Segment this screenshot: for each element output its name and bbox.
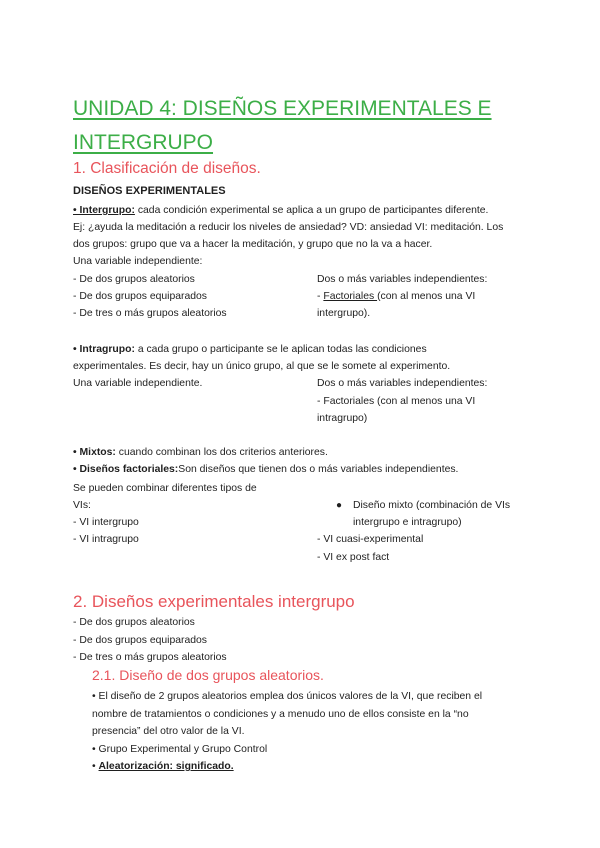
factoriales-rest: (con al menos una VI <box>377 291 476 302</box>
intergrupo-line2: Ej: ¿ayuda la meditación a reducir los niveles de ansiedad? VD: ansiedad VI: meditación. Los <box>73 222 504 233</box>
section1-heading: 1. Clasificación de diseños. <box>73 160 261 177</box>
mixtos-label: • Mixtos: <box>73 447 116 458</box>
sub-p3 <box>92 758 234 776</box>
sub-p1-line3: presencia” del otro valor de la VI. <box>92 726 245 737</box>
intergrupo-line1 <box>73 202 488 220</box>
factoriales-right-line1: Diseño mixto (combinación de VIs <box>353 500 511 511</box>
factoriales-link[interactable]: Factoriales <box>323 291 378 302</box>
intragrupo-left-header: Una variable independiente. <box>73 378 203 389</box>
list-item: - De tres o más grupos aleatorios <box>73 308 227 319</box>
bullet-icon: ● <box>336 500 343 511</box>
mixtos-line <box>73 444 328 462</box>
intergrupo-text: cada condición experimental se aplica a un grupo de participantes diferente. <box>134 205 489 216</box>
factoriales-line <box>73 461 458 479</box>
intergrupo-right-header: Dos o más variables independientes: <box>317 274 488 285</box>
intragrupo-label: • Intragrupo: <box>73 344 135 355</box>
list-item: - De dos grupos equiparados <box>73 635 208 646</box>
bullet: • <box>92 761 99 772</box>
list-item: - VI cuasi-experimental <box>317 534 424 545</box>
list-item: - VI ex post fact <box>317 552 390 563</box>
intergrupo-left-header: Una variable independiente: <box>73 256 203 267</box>
mixtos-text: cuando combinan los dos criterios anteriores. <box>115 447 328 458</box>
intragrupo-text: a cada grupo o participante se le aplican todas las condiciones <box>134 344 427 355</box>
intergrupo-right-line2: intergrupo). <box>317 308 371 319</box>
list-item: - De dos grupos aleatorios <box>73 274 195 285</box>
dash: - <box>317 291 324 302</box>
sub-p1-line1: • El diseño de 2 grupos aleatorios emplea dos únicos valores de la VI, que reciben el <box>92 691 483 702</box>
title-line-1: UNIDAD 4: DISEÑOS EXPERIMENTALES E <box>73 97 492 120</box>
intragrupo-line1 <box>73 341 427 359</box>
section1-subheading: DISEÑOS EXPERIMENTALES <box>73 185 226 197</box>
list-item: - De tres o más grupos aleatorios <box>73 652 227 663</box>
factoriales-left-line2: VIs: <box>73 500 91 511</box>
factoriales-right-line2: intergrupo e intragrupo) <box>353 517 462 528</box>
sub-p1-line2: nombre de tratamientos o condiciones y a menudo uno de ellos consiste en la “no <box>92 709 469 720</box>
factoriales-left-line1: Se pueden combinar diferentes tipos de <box>73 483 257 494</box>
intergrupo-line3: dos grupos: grupo que va a hacer la meditación, y grupo que no la va a hacer. <box>73 239 433 250</box>
title-line-2: INTERGRUPO <box>73 131 214 154</box>
intergrupo-right-line1 <box>317 288 475 306</box>
intragrupo-right-header: Dos o más variables independientes: <box>317 378 488 389</box>
list-item: - VI intragrupo <box>73 534 139 545</box>
section2-heading: 2. Diseños experimentales intergrupo <box>73 592 355 611</box>
page-title <box>73 92 543 160</box>
list-item: - De dos grupos aleatorios <box>73 617 195 628</box>
intragrupo-right-line1: - Factoriales (con al menos una VI <box>317 396 476 407</box>
intragrupo-line2: experimentales. Es decir, hay un único grupo, al que se le somete al experimento. <box>73 361 451 372</box>
list-item: - VI intergrupo <box>73 517 139 528</box>
subsection-heading: 2.1. Diseño de dos grupos aleatorios. <box>92 667 324 683</box>
intergrupo-label: • Intergrupo: <box>73 205 135 216</box>
factoriales-label: • Diseños factoriales: <box>73 464 179 475</box>
aleatorizacion-label: Aleatorización: significado. <box>98 761 234 772</box>
sub-p2: • Grupo Experimental y Grupo Control <box>92 744 268 755</box>
list-item: - De dos grupos equiparados <box>73 291 208 302</box>
factoriales-text: Son diseños que tienen dos o más variables independientes. <box>178 464 459 475</box>
intragrupo-right-line2: intragrupo) <box>317 413 368 424</box>
